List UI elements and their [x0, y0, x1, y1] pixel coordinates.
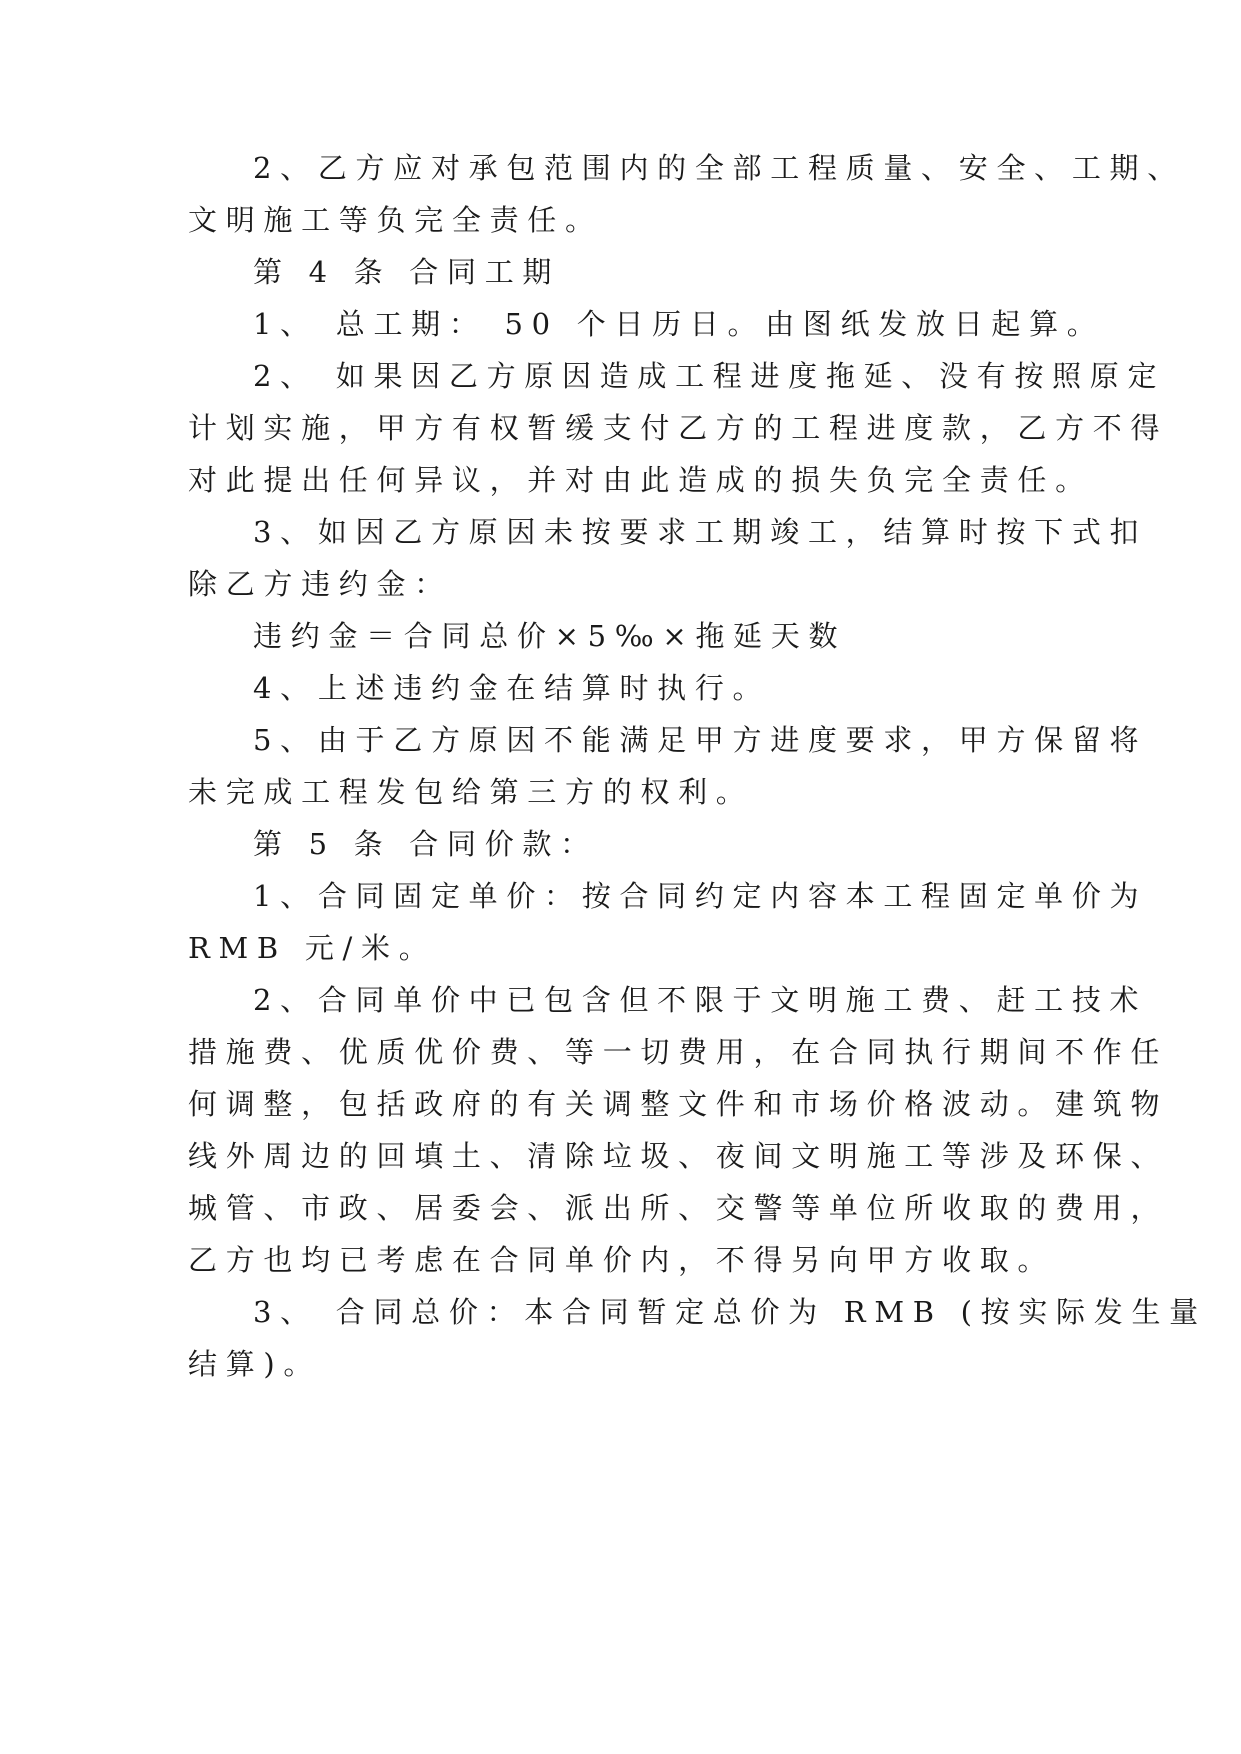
- text-line: 2、 如果因乙方原因造成工程进度拖延、没有按照原定: [253, 359, 1166, 393]
- text-line: 城管、市政、居委会、派出所、交警等单位所收取的费用，: [188, 1191, 1169, 1225]
- text-line: 除乙方违约金：: [188, 567, 452, 601]
- section-heading: 第 5 条 合同价款：: [253, 827, 598, 861]
- text-line: 计划实施，甲方有权暂缓支付乙方的工程进度款，乙方不得: [188, 411, 1169, 445]
- text-line: 措施费、优质优价费、等一切费用，在合同执行期间不作任: [188, 1035, 1169, 1069]
- text-line: RMB 元/米。: [188, 931, 437, 965]
- text-line: 线外周边的回填土、清除垃圾、夜间文明施工等涉及环保、: [188, 1139, 1169, 1173]
- formula-line: 违约金＝合同总价×5‰×拖延天数: [253, 619, 847, 653]
- text-line: 4、上述违约金在结算时执行。: [253, 671, 771, 705]
- text-line: 对此提出任何异议，并对由此造成的损失负完全责任。: [188, 463, 1093, 497]
- text-line: 乙方也均已考虑在合同单价内，不得另向甲方收取。: [188, 1243, 1056, 1277]
- text-line: 5、由于乙方原因不能满足甲方进度要求，甲方保留将: [253, 723, 1148, 757]
- text-line: 1、合同固定单价：按合同约定内容本工程固定单价为: [253, 879, 1148, 913]
- text-line: 3、 合同总价：本合同暂定总价为 RMB (按实际发生量: [253, 1295, 1207, 1329]
- text-line: 2、乙方应对承包范围内的全部工程质量、安全、工期、: [253, 151, 1185, 185]
- section-heading: 第 4 条 合同工期: [253, 255, 561, 289]
- text-line: 1、 总工期： 50 个日历日。由图纸发放日起算。: [253, 307, 1105, 341]
- text-line: 3、如因乙方原因未按要求工期竣工，结算时按下式扣: [253, 515, 1148, 549]
- text-line: 未完成工程发包给第三方的权利。: [188, 775, 754, 809]
- text-line: 结算)。: [188, 1347, 322, 1381]
- text-line: 文明施工等负完全责任。: [188, 203, 603, 237]
- text-line: 2、合同单价中已包含但不限于文明施工费、赶工技术: [253, 983, 1148, 1017]
- text-line: 何调整，包括政府的有关调整文件和市场价格波动。建筑物: [188, 1087, 1169, 1121]
